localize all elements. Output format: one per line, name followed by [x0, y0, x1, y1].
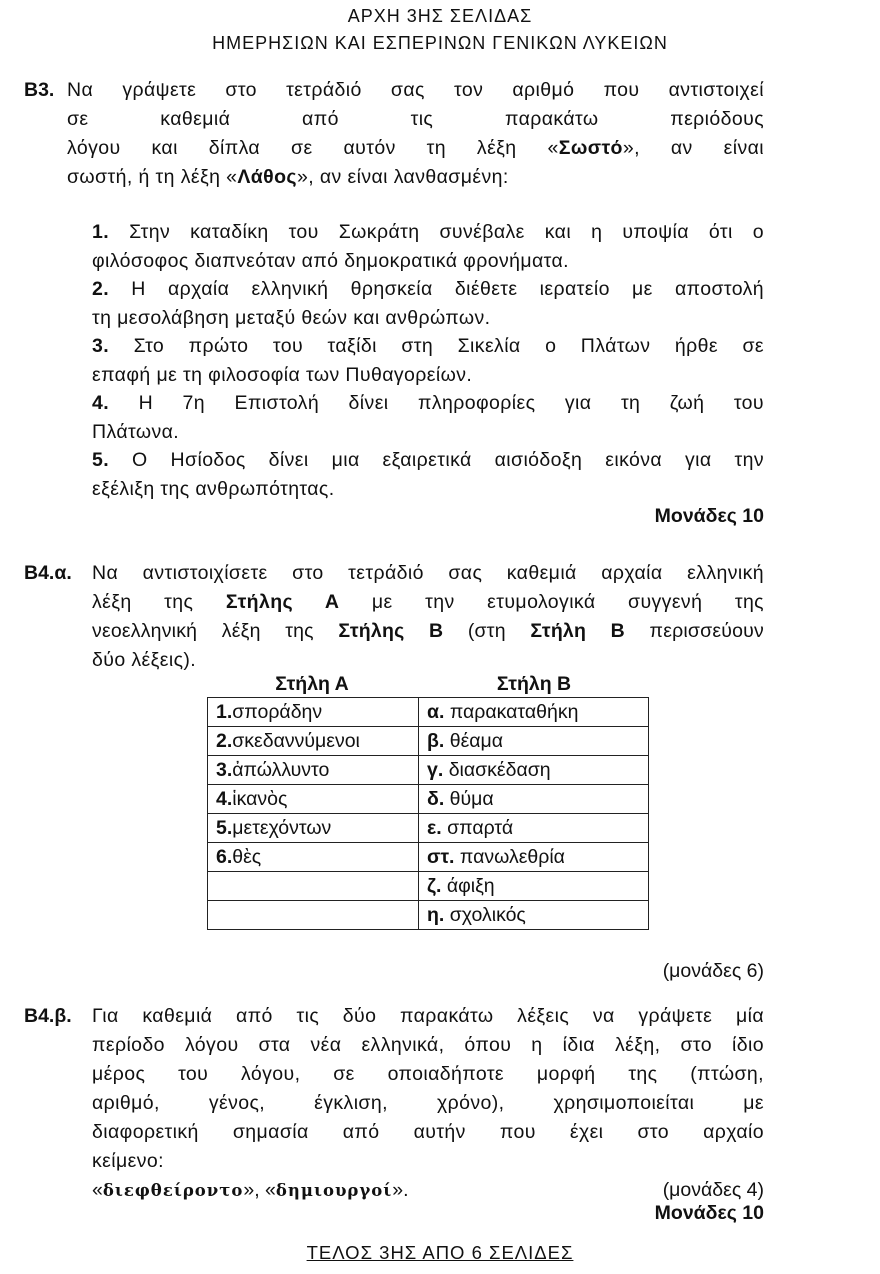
page-header-start: ΑΡΧΗ 3ΗΣ ΣΕΛΙΔΑΣ	[347, 6, 533, 26]
b4b-line-1: Για καθεμιά από τις δύο παρακάτω λέξεις να γράψετε μία	[92, 1005, 764, 1027]
word-dimiourgoi: δημιουργοί	[275, 1181, 393, 1200]
column-a-cell: 2.σκεδαννύμενοι	[208, 727, 419, 756]
b4b-line-5: διαφορετική σημασία από αυτήν που έχει στο αρχαίο	[92, 1121, 764, 1143]
b4b-line-6: κείμενο:	[92, 1150, 164, 1172]
b3-item-5-line-2: εξέλιξη της ανθρωπότητας.	[92, 478, 335, 500]
b3-marks: Μονάδες 10	[654, 505, 764, 527]
column-a-cell: 6.θὲς	[208, 843, 419, 872]
b3-item-2-line-2: τη μεσολάβηση μεταξύ θεών και ανθρώπων.	[92, 307, 491, 329]
table-row	[208, 756, 649, 785]
b3-item-5-line-1: 5. Ο Ησίοδος δίνει μια εξαιρετικά αισιόδοξη εικόνα για την	[92, 449, 764, 471]
word-correct: Σωστό	[558, 137, 623, 159]
b4b-marks-small: (μονάδες 4)	[662, 1179, 764, 1201]
column-a-cell: 3.ἀπώλλυντο	[208, 756, 419, 785]
table-row	[208, 901, 649, 930]
b3-item-4-line-1: 4. Η 7η Επιστολή δίνει πληροφορίες για τη ζωή του	[92, 392, 764, 414]
page-footer: ΤΕΛΟΣ 3ΗΣ ΑΠΟ 6 ΣΕΛΙΔΕΣ	[306, 1242, 574, 1263]
column-a-cell	[208, 901, 419, 930]
b4b-line-4: αριθμό, γένος, έγκλιση, χρόνο), χρησιμοποιείται με	[92, 1092, 764, 1114]
b4a-line-4: δύο λέξεις).	[92, 649, 197, 671]
column-a-header: Στήλη Α	[275, 673, 349, 695]
table-row	[208, 843, 649, 872]
b3-intro-line-3: λόγου και δίπλα σε αυτόν τη λέξη «Σωστό», αν είναι	[67, 137, 764, 159]
column-b-cell: γ. διασκέδαση	[419, 756, 649, 785]
table-row	[208, 814, 649, 843]
b4a-line-3: νεοελληνική λέξη της Στήλης Β (στη Στήλη Β περισσεύουν	[92, 620, 764, 642]
table-row	[208, 785, 649, 814]
b4a-line-2: λέξη της Στήλης Α με την ετυμολογικά συγγενή της	[92, 591, 764, 613]
b4a-line-1: Να αντιστοιχίσετε στο τετράδιό σας καθεμιά αρχαία ελληνική	[92, 562, 764, 584]
matching-table	[207, 697, 649, 930]
question-b4a-label: Β4.α.	[24, 562, 72, 584]
page-header-school: ΗΜΕΡΗΣΙΩΝ ΚΑΙ ΕΣΠΕΡΙΝΩΝ ΓΕΝΙΚΩΝ ΛΥΚΕΙΩΝ	[212, 33, 668, 53]
column-b-cell: η. σχολικός	[419, 901, 649, 930]
b3-item-3-line-2: επαφή με τη φιλοσοφία των Πυθαγορείων.	[92, 364, 473, 386]
b3-intro-line-1: Να γράψετε στο τετράδιό σας τον αριθμό που αντιστοιχεί	[67, 79, 764, 101]
column-a-cell	[208, 872, 419, 901]
b4b-line-3: μέρος του λόγου, σε οποιαδήποτε μορφή της (πτώση,	[92, 1063, 764, 1085]
column-b-cell: α. παρακαταθήκη	[419, 698, 649, 727]
question-b4b-label: Β4.β.	[24, 1005, 72, 1027]
b3-intro-line-2: σε καθεμιά από τις παρακάτω περιόδους	[67, 108, 764, 130]
column-b-cell: στ. πανωλεθρία	[419, 843, 649, 872]
b3-item-2-line-1: 2. Η αρχαία ελληνική θρησκεία διέθετε ιερατείο με αποστολή	[92, 278, 764, 300]
column-a-cell: 1.σποράδην	[208, 698, 419, 727]
b3-item-4-line-2: Πλάτωνα.	[92, 421, 180, 443]
column-b-cell: ε. σπαρτά	[419, 814, 649, 843]
question-b3-label: Β3.	[24, 79, 55, 101]
column-b-cell: β. θέαμα	[419, 727, 649, 756]
b4b-line-2: περίοδο λόγου στα νέα ελληνικά, όπου η ίδια λέξη, στο ίδιο	[92, 1034, 764, 1056]
word-diefheironto: διεφθείροντο	[102, 1181, 244, 1200]
column-b-cell: ζ. άφιξη	[419, 872, 649, 901]
column-a-cell: 5.μετεχόντων	[208, 814, 419, 843]
b3-intro-line-4: σωστή, ή τη λέξη «Λάθος», αν είναι λανθασμένη:	[67, 166, 509, 188]
b4b-marks: Μονάδες 10	[654, 1202, 764, 1224]
column-a-cell: 4.ἱκανὸς	[208, 785, 419, 814]
column-b-header: Στήλη Β	[496, 673, 572, 695]
table-row	[208, 727, 649, 756]
table-row	[208, 698, 649, 727]
b4a-marks: (μονάδες 6)	[662, 960, 764, 982]
column-b-cell: δ. θύμα	[419, 785, 649, 814]
b3-item-3-line-1: 3. Στο πρώτο του ταξίδι στη Σικελία ο Πλάτων ήρθε σε	[92, 335, 764, 357]
b4b-words: «διεφθείροντο», «δημιουργοί».	[92, 1179, 409, 1201]
word-wrong: Λάθος	[237, 166, 297, 188]
table-row	[208, 872, 649, 901]
b3-item-1-line-1: 1. Στην καταδίκη του Σωκράτη συνέβαλε και η υποψία ότι ο	[92, 221, 764, 243]
b3-item-1-line-2: φιλόσοφος διαπνεόταν από δημοκρατικά φρονήματα.	[92, 250, 569, 272]
